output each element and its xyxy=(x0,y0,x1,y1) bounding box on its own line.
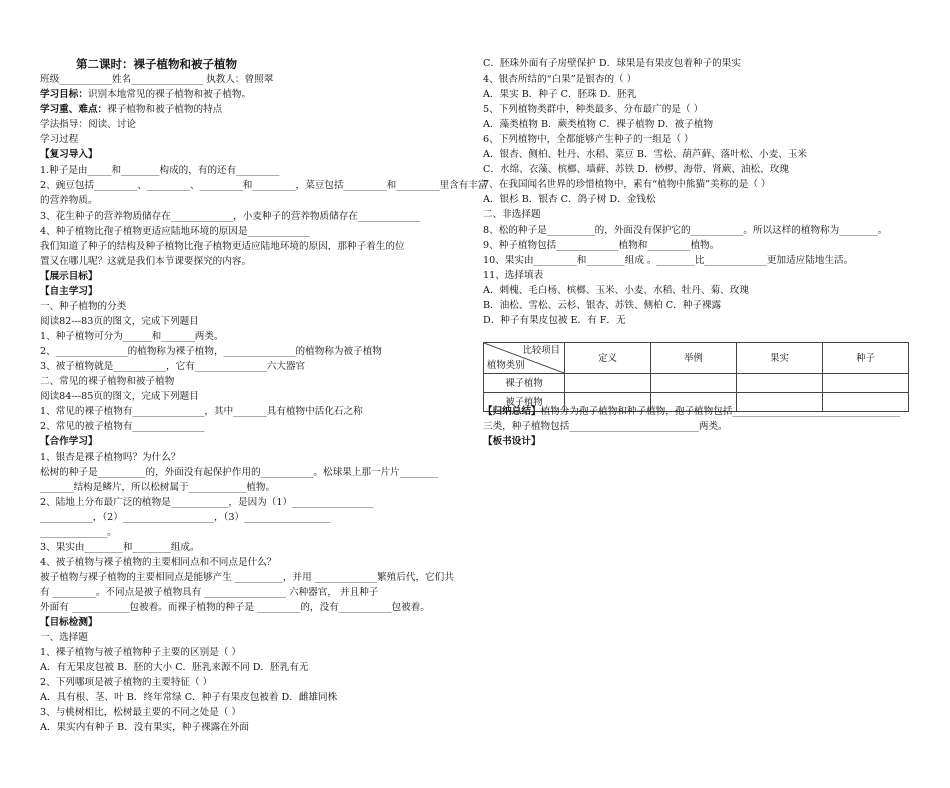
right-line-17: B．油松、雪松、云杉、银杏、苏铁、侧柏 C．种子裸露 xyxy=(483,300,722,311)
left-line-14: 置又在哪儿呢？这就是我们本节课要探究的内容。 xyxy=(40,256,252,267)
section-label: 学习重、难点： xyxy=(40,104,108,115)
answer-cell[interactable] xyxy=(737,374,823,393)
left-line-1: 第二课时：裸子植物和被子植物 xyxy=(76,57,237,71)
left-line-18: 阅读82---83页的图文，完成下列题目 xyxy=(40,316,199,327)
left-line-4: 学习重、难点：裸子植物和被子植物的特点 xyxy=(40,104,223,115)
left-line-32: ______________。 xyxy=(40,527,117,538)
left-line-40: 1、裸子植物与被子植物种子主要的区别是（ ） xyxy=(40,647,242,658)
left-line-45: A．果实内有种子 B．没有果实，种子裸露在外面 xyxy=(40,722,249,733)
right-line-2: 4、银杏所结的“白果”是银杏的（ ） xyxy=(483,74,637,85)
summary-line-3 xyxy=(483,436,541,448)
left-line-6: 学习过程 xyxy=(40,134,79,145)
left-line-10: 的营养物质。 xyxy=(40,195,98,206)
left-line-11: 3、花生种子的营养物质储存在_____________，小麦种子的营养物质储存在_____________ xyxy=(40,211,421,222)
left-line-15: 【展示目标】 xyxy=(40,271,98,282)
column-header: 定义 xyxy=(565,343,651,374)
left-line-29: _______结构是鳞片，所以松树属于____________植物。 xyxy=(40,482,276,493)
left-line-28: 松树的种子是__________的，外面没有起保护作用的___________。松球果上那一片片________ xyxy=(40,467,439,478)
left-line-17: 一、种子植物的分类 xyxy=(40,301,127,312)
header-plant-category: 植物类别 xyxy=(487,360,525,371)
column-header: 种子 xyxy=(823,343,909,374)
comparison-table xyxy=(483,342,909,412)
left-line-8: 1.种子是由_____和________构成的，有的还有_________ xyxy=(40,165,280,176)
left-line-21: 3、被子植物就是___________，它有_______________六大器官 xyxy=(40,361,306,372)
table-header-row xyxy=(484,343,909,374)
left-line-42: 2、下列哪项是被子植物的主要特征（ ） xyxy=(40,677,213,688)
right-line-11: 二、非选择题 xyxy=(483,209,541,220)
left-line-22: 二、常见的裸子植物和被子植物 xyxy=(40,376,175,387)
left-line-13: 我们知道了种子的结构及种子植物比孢子植物更适应陆地环境的原因，那种子着生的位 xyxy=(40,241,405,252)
left-line-23: 阅读84---85页的图文，完成下列题目 xyxy=(40,391,199,402)
right-line-5: A．藻类植物 B．蕨类植物 C．裸子植物 D．被子植物 xyxy=(483,119,714,130)
header-compare-item: 比较项目 xyxy=(522,345,560,356)
section-label: 【板书设计】 xyxy=(483,436,541,447)
right-line-8: C．水绵、衣藻、槟榔、墙藓、苏铁 D．桫椤、海带、肾蕨、油松、玫瑰 xyxy=(483,164,789,175)
table-row xyxy=(484,374,909,393)
left-line-26: 【合作学习】 xyxy=(40,436,98,447)
section-label: 学习目标： xyxy=(40,89,88,100)
left-line-36: 有 _________。不同点是被子植物具有 _________________ 六种器官， 并且种子 xyxy=(40,587,379,598)
left-line-5: 学法指导：阅读、讨论 xyxy=(40,119,136,130)
right-line-10: A．银杉 B．银杏 C．鸽子树 D．金钱松 xyxy=(483,194,656,205)
left-line-35: 被子植物与裸子植物的主要相同点是能够产生 __________，并用 _____________繁殖后代，它们共 xyxy=(40,572,454,583)
right-line-13: 9、种子植物包括_____________植物和_________植物。 xyxy=(483,240,720,251)
right-line-7: A．银杏、侧柏、牡丹、水稻、菜豆 B．雪松、葫芦藓、落叶松、小麦、玉米 xyxy=(483,149,808,160)
right-line-1: C．胚珠外面有子房壁保护 D．球果是有果皮包着种子的果实 xyxy=(483,58,741,69)
left-line-31: ___________，（2）___________________，（3）__________________ xyxy=(40,512,331,523)
answer-cell[interactable] xyxy=(565,374,651,393)
row-label: 被子植物 xyxy=(484,393,565,412)
answer-cell[interactable] xyxy=(651,374,737,393)
left-line-7: 【复习导入】 xyxy=(40,149,98,160)
right-line-18: D．种子有果皮包被 E．有 F．无 xyxy=(483,315,626,326)
column-header: 果实 xyxy=(737,343,823,374)
right-line-12: 8、松的种子是__________的，外面没有保护它的___________。所以这样的植物称为________。 xyxy=(483,225,888,236)
left-line-38: 【目标检测】 xyxy=(40,617,98,628)
left-line-2: 班级___________姓名_______________ 执教人：曾照翠 xyxy=(40,74,274,85)
left-line-25: 2、常见的被子植物有_______________ xyxy=(40,421,205,432)
left-line-33: 3、果实由________和________组成。 xyxy=(40,542,200,553)
left-line-16: 【自主学习】 xyxy=(40,286,98,297)
summary-line-1: 【归纳总结】植物分为孢子植物和种子植物，孢子植物包括___________________________________ xyxy=(483,406,901,417)
left-line-3: 学习目标：识别本地常见的裸子植物和被子植物。 xyxy=(40,89,252,100)
right-line-6: 6、下列植物中，全都能够产生种子的一组是（ ） xyxy=(483,134,694,145)
right-line-16: A．刺槐、毛白杨、槟榔、玉米、小麦、水稻、牡丹、菊、玫瑰 xyxy=(483,285,749,296)
left-line-41: A．有无果皮包被 B．胚的大小 C．胚乳来源不同 D．胚乳有无 xyxy=(40,662,309,673)
left-line-44: 3、与桃树相比，松树最主要的不同之处是（ ） xyxy=(40,707,242,718)
left-line-12: 4、种子植物比孢子植物更适应陆地环境的原因是_____________ xyxy=(40,226,310,237)
left-line-27: 1、银杏是裸子植物吗？为什么？ xyxy=(40,452,181,463)
left-line-37: 外面有 ____________包被着。而裸子植物的种子是 _________的，没有___________包被着。 xyxy=(40,602,430,613)
left-line-24: 1、常见的裸子植物有_______________，其中_______具有植物中活化石之称 xyxy=(40,406,363,417)
left-line-43: A．具有根、茎、叶 B．终年常绿 C．种子有果皮包被着 D．雌雄同株 xyxy=(40,692,338,703)
table-corner-header xyxy=(484,343,565,374)
left-line-9: 2、豌豆包括_________、_________、_________和_________，菜豆包括_________和_________里含有丰富 xyxy=(40,180,488,191)
right-line-14: 10、果实由_________和________组成 。________比_____________更加适应陆地生活。 xyxy=(483,255,854,266)
right-line-9: 7、在我国闻名世界的珍惜植物中，素有“植物中熊猫”美称的是（ ） xyxy=(483,179,771,190)
column-header: 举例 xyxy=(651,343,737,374)
left-line-34: 4、被子植物与裸子植物的主要相同点和不同点是什么？ xyxy=(40,557,277,568)
row-label: 裸子植物 xyxy=(484,374,565,393)
left-line-30: 2、陆地上分布最广泛的植物是____________，是因为（1）_________________ xyxy=(40,497,374,508)
left-line-20: 2、_______________的植物称为裸子植物，_______________的植物称为被子植物 xyxy=(40,346,382,357)
left-line-39: 一、选择题 xyxy=(40,632,88,643)
left-line-19: 1、种子植物可分为______和_______两类。 xyxy=(40,331,224,342)
right-line-15: 11、选择填表 xyxy=(483,270,544,281)
right-line-4: 5、下列植物类群中，种类最多、分布最广的是（ ） xyxy=(483,104,704,115)
right-line-3: A．果实 B．种子 C．胚珠 D．胚乳 xyxy=(483,89,637,100)
summary-line-2: 三类，种子植物包括___________________________两类。 xyxy=(483,421,728,432)
section-label: 【归纳总结】 xyxy=(483,406,541,417)
answer-cell[interactable] xyxy=(823,374,909,393)
